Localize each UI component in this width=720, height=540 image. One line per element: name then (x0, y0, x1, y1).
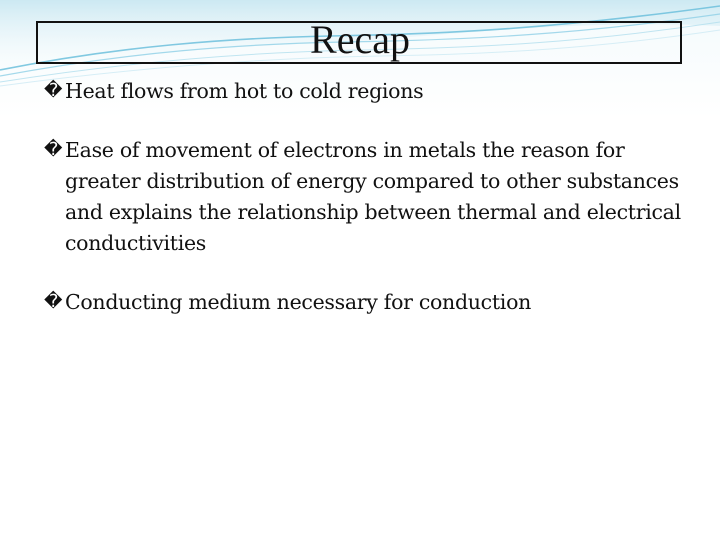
bullet-text: Ease of movement of electrons in metals the reason for greater distribution of energy compared to other substances and explains the relationship between thermal and electrical conductivities (65, 138, 681, 255)
slide-title: Recap (310, 17, 410, 62)
bullet-item (44, 135, 684, 259)
bullet-item (44, 76, 684, 107)
bullet-text: Conducting medium necessary for conduction (65, 290, 532, 314)
bullet-list (44, 76, 684, 318)
bullet-marker-icon: � (44, 291, 63, 312)
bullet-marker-icon: � (44, 80, 63, 101)
bullet-text: Heat flows from hot to cold regions (65, 79, 424, 103)
bullet-item (44, 287, 684, 318)
bullet-marker-icon: � (44, 139, 63, 160)
